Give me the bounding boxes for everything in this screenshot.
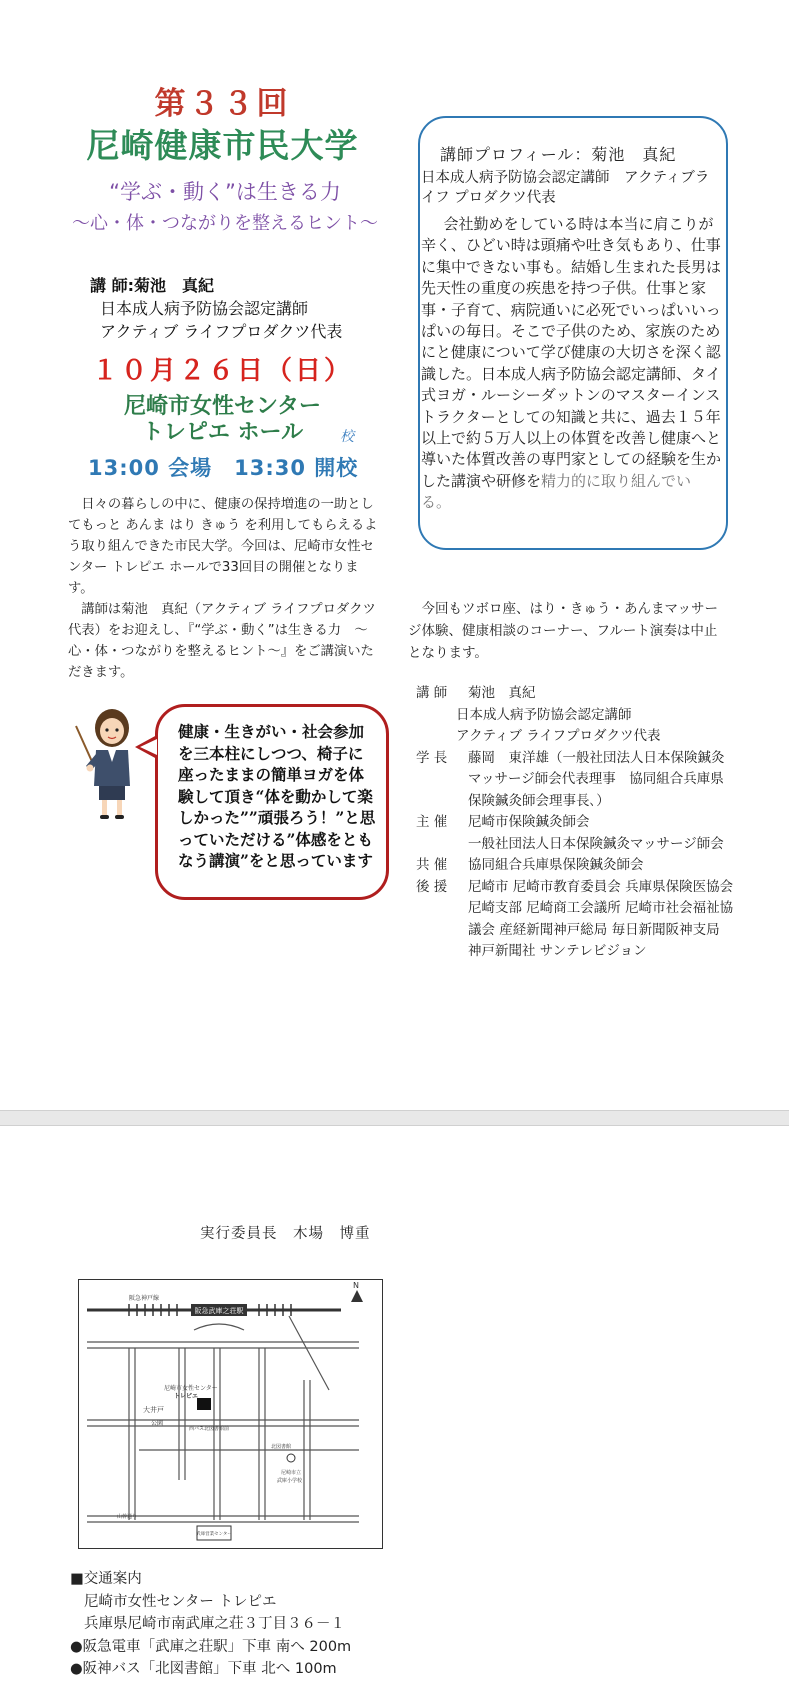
credit-value: 尼崎市 尼崎市教育委員会 兵庫県保険医協会尼崎支部 尼崎商工会議所 尼崎市社会福祉協議会 産経新聞神戸総局 毎日新聞阪神支局 神戸新聞社 サンテレビジョン	[468, 878, 734, 959]
venue-note: 校	[340, 429, 354, 445]
credit-value: 藤岡 東洋雄（一般社団法人日本保険鍼灸マッサージ師会代表理事 協同組合兵庫県保険鍼灸師会理事長､）	[468, 749, 725, 809]
profile-body-end: 精力的に取り組んでいる。	[421, 471, 692, 512]
speech-bubble: 健康・生きがい・社会参加を三本柱にしつつ、椅子に座ったままの簡単ヨガを体験して頂き“体を動かして楽しかった””頑張ろう！”と思っていただける”体感をともなう講演”をと思っています	[155, 704, 389, 900]
map-station-label: 阪急武庫之荘駅	[194, 1307, 244, 1315]
page-divider	[0, 1110, 789, 1126]
credit-support	[416, 877, 736, 963]
cancellation-notice: 今回もツボロ座、はり・きゅう・あんまマッサージ体験、健康相談のコーナー、フルート演奏は中止となります。	[408, 601, 718, 661]
credit-cohost	[416, 855, 736, 877]
credit-value: 菊池 真紀	[468, 685, 536, 701]
credit-label: 講 師	[416, 685, 448, 701]
intro-text	[68, 494, 380, 683]
event-subtitle: “学ぶ・動く”は生きる力	[109, 180, 341, 204]
lecturer-title: 日本成人病予防協会認定講師	[100, 299, 309, 318]
venue-hall: トレピエ ホール	[141, 420, 304, 445]
event-date: １０月２６日（日）	[92, 356, 354, 386]
map-venue-sub-label: トレピエ	[174, 1393, 199, 1400]
map-school-label-2: 武庫小学校	[277, 1478, 303, 1484]
credit-lecturer-role-2: アクティブ ライフプロダクツ代表	[456, 728, 661, 744]
committee-chair: 実行委員長 木場 博重	[200, 1226, 371, 1242]
credit-value: 尼崎市保険鍼灸師会	[468, 814, 590, 830]
map-rail-label: 阪急神戸線	[129, 1295, 160, 1302]
event-edition: 第３３回	[154, 86, 291, 122]
intro-paragraph-2: 講師は菊池 真紀（アクティブ ライフプロダクツ代表）をお迎えし、『“学ぶ・動く”は生きる力 ～心・体・つながりを整えるヒント～』をご講演いただきます。	[68, 602, 376, 680]
speech-bubble-tail-inner	[140, 739, 157, 755]
profile-body	[421, 214, 721, 514]
access-bus: ●阪神バス「北図書館」下車 北へ 100m	[70, 1661, 337, 1677]
access-address: 兵庫県尼崎市南武庫之荘３丁目３６－１	[84, 1616, 345, 1632]
credit-value: 一般社団法人日本保険鍼灸マッサージ師会	[468, 835, 724, 852]
map-school-label-1: 尼崎市立	[281, 1470, 302, 1476]
map-park-label-2: 公園	[151, 1420, 164, 1427]
credit-label: 学 長	[416, 749, 448, 766]
credit-dean	[416, 748, 736, 813]
intro-paragraph-1: 日々の暮らしの中に、健康の保持増進の一助としてもっと あんま はり きゅう を利用してもらえるよう取り組んできた市民大学。今回は、尼崎市女性センター トレピエ ホールで33回目の開催となります。	[68, 497, 378, 596]
credit-lecturer	[416, 683, 736, 705]
access-train: ●阪急電車「武庫之荘駅」下車 南へ 200m	[70, 1638, 352, 1655]
event-subtitle-2: ～心・体・つながりを整えるヒント～	[72, 213, 378, 234]
access-info	[70, 1568, 351, 1681]
teacher-illustration	[72, 704, 142, 824]
profile-title: 講師プロフィール：菊池 真紀	[440, 145, 677, 164]
event-times: 13:00 会場 13:30 開校	[88, 456, 359, 480]
credits-block	[416, 683, 736, 963]
profile-role: 日本成人病予防協会認定講師 アクティブライフ プロダクツ代表	[421, 170, 710, 206]
lecturer-company: アクティブ ライフプロダクツ代表	[100, 322, 343, 341]
event-venue	[0, 394, 445, 446]
lecturer-block	[90, 274, 342, 343]
map-bus-label: 西バス北図書館前	[189, 1426, 230, 1432]
map-drawing	[79, 1280, 382, 1548]
credit-host	[416, 812, 736, 855]
map-park-label-1: 大井戸	[143, 1406, 164, 1414]
access-venue: 尼崎市女性センター トレピエ	[84, 1593, 277, 1610]
access-heading: ■交通案内	[70, 1571, 142, 1587]
map-north-label: N	[353, 1281, 359, 1290]
credit-label: 主 催	[416, 814, 448, 830]
map-library-label: 北図書館	[271, 1444, 292, 1450]
venue-name: 尼崎市女性センター	[123, 394, 322, 419]
event-title: 尼崎健康市民大学	[86, 126, 359, 165]
access-map	[78, 1279, 383, 1549]
lecturer-name: 講 師:菊池 真紀	[90, 276, 214, 295]
map-bottom-label: 武庫営業センター	[196, 1532, 232, 1537]
credit-value: 協同組合兵庫県保険鍼灸師会	[468, 857, 644, 873]
map-road-label: 山幹通り	[117, 1514, 138, 1520]
credit-host-list	[468, 812, 736, 855]
profile-body-text: 会社勤めをしている時は本当に肩こりが辛く、ひどい時は頭痛や吐き気もあり、仕事に集中できない事も。結婚し生まれた長男は先天性の重度の疾患を持つ子供。仕事と家事・子育て、病院通いに必死でいっぱいいっぱいの毎日。そこで子供のため、家族のためにと健康について学び健康の大切さを深く認識した。日本成人病予防協会認定講師、タイ式ヨガ・ルーシーダットンのマスターインストラクターとしての知識と共に、過去１５年以上で約５万人以上の体質を改善し健康へと導いた体質改善の専門家としての経験を生かした講演や研修を	[421, 215, 722, 490]
credit-label: 共 催	[416, 857, 448, 873]
credit-label: 後 援	[416, 878, 448, 895]
credit-lecturer-role-1: 日本成人病予防協会認定講師	[456, 706, 632, 723]
map-venue-label: 尼崎市女性センター	[164, 1385, 218, 1392]
